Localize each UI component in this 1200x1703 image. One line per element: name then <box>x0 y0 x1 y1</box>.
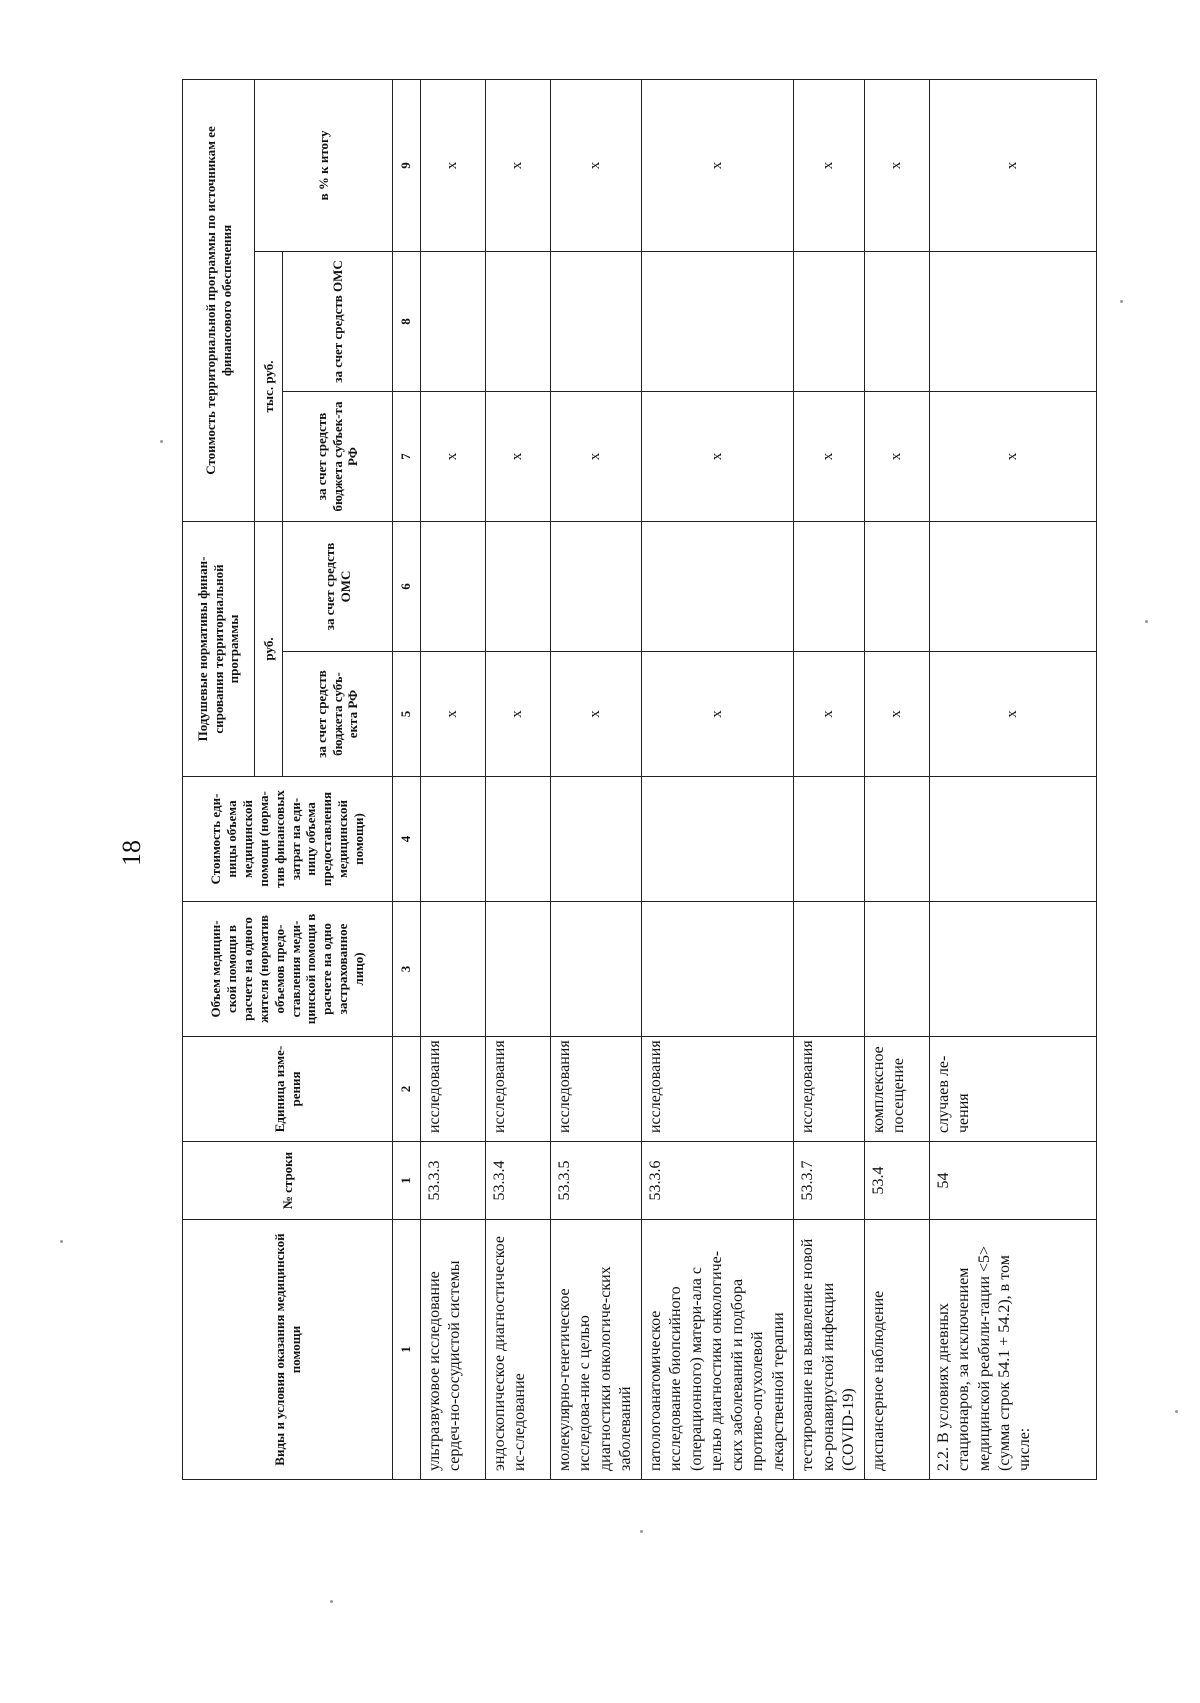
header-row-no: № строки <box>183 1142 393 1220</box>
row-c8 <box>641 251 793 391</box>
row-cost <box>794 777 864 902</box>
table-row <box>929 79 1096 1479</box>
row-c9: х <box>864 79 929 251</box>
header-cost-unit: тыс. руб. <box>255 251 283 521</box>
row-c9: х <box>551 79 642 251</box>
row-unit: исследования <box>641 1037 793 1142</box>
column-number: 4 <box>393 777 421 902</box>
header-budget-7: за счет средств бюджета субъек-та РФ <box>283 391 393 521</box>
row-c7: х <box>551 391 642 521</box>
row-number: 53.3.4 <box>486 1142 551 1220</box>
scan-speck <box>1120 300 1123 303</box>
table-row <box>486 79 551 1479</box>
row-cost <box>929 777 1096 902</box>
row-c9: х <box>486 79 551 251</box>
row-number: 53.4 <box>864 1142 929 1220</box>
row-c5: х <box>486 652 551 777</box>
header-percent: в % к итогу <box>255 79 393 251</box>
header-cost: Стоимость еди-ницы объема медицинской помощи (норма-тив финансовых затрат на еди-ницу объема предоставления медицинской помощи) <box>183 777 393 902</box>
row-c5: х <box>794 652 864 777</box>
column-number: 1 <box>393 1142 421 1220</box>
row-unit: исследования <box>794 1037 864 1142</box>
row-c8 <box>794 251 864 391</box>
row-c5: х <box>929 652 1096 777</box>
header-kind: Виды и условия оказания медицинской помощи <box>183 1220 393 1480</box>
row-unit: исследования <box>551 1037 642 1142</box>
column-number: 3 <box>393 902 421 1037</box>
row-c6 <box>551 521 642 651</box>
row-volume <box>794 902 864 1037</box>
column-number: 1 <box>393 1220 421 1480</box>
row-unit: исследования <box>486 1037 551 1142</box>
row-number: 54 <box>929 1142 1096 1220</box>
scan-speck <box>1175 1410 1178 1413</box>
table-row <box>794 79 864 1479</box>
row-c7: х <box>421 391 486 521</box>
row-volume <box>929 902 1096 1037</box>
row-kind: 2.2. В условиях дневных стационаров, за исключением медицинской реабили-тации <5> (сумма строк 54.1 + 54.2), в том числе: <box>929 1220 1096 1480</box>
column-number: 7 <box>393 391 421 521</box>
header-oms-6: за счет средств ОМС <box>283 521 393 651</box>
header-unit: Единица изме-рения <box>183 1037 393 1142</box>
header-norms-unit: руб. <box>255 521 283 776</box>
scan-speck <box>1145 620 1148 623</box>
row-number: 53.3.3 <box>421 1142 486 1220</box>
column-number: 5 <box>393 652 421 777</box>
row-unit: комплексное посещение <box>864 1037 929 1142</box>
row-c8 <box>486 251 551 391</box>
row-number: 53.3.7 <box>794 1142 864 1220</box>
row-c7: х <box>794 391 864 521</box>
page-number: 18 <box>117 840 146 866</box>
row-cost <box>486 777 551 902</box>
rotated-table-container <box>182 80 1097 1480</box>
row-volume <box>864 902 929 1037</box>
table-row <box>641 79 793 1479</box>
row-kind: диспансерное наблюдение <box>864 1220 929 1480</box>
row-c8 <box>551 251 642 391</box>
row-unit: исследования <box>421 1037 486 1142</box>
row-c8 <box>421 251 486 391</box>
row-c6 <box>641 521 793 651</box>
row-volume <box>641 902 793 1037</box>
row-volume <box>421 902 486 1037</box>
row-c8 <box>929 251 1096 391</box>
row-c9: х <box>421 79 486 251</box>
row-c7: х <box>929 391 1096 521</box>
row-c6 <box>421 521 486 651</box>
row-c6 <box>794 521 864 651</box>
row-cost <box>864 777 929 902</box>
column-number: 9 <box>393 79 421 251</box>
column-number: 6 <box>393 521 421 651</box>
row-c9: х <box>929 79 1096 251</box>
row-c6 <box>864 521 929 651</box>
row-kind: молекулярно-генетическое исследова-ние с целью диагностики онкологиче-ских заболеваний <box>551 1220 642 1480</box>
row-c9: х <box>641 79 793 251</box>
table-row <box>551 79 642 1479</box>
row-kind: ультразвуковое исследование сердеч-но-сосудистой системы <box>421 1220 486 1480</box>
row-kind: патологоанатомическое исследование биопсийного (операционного) матери-ала с целью диагностики онкологиче-ских заболеваний и подбора противо-опухолевой лекарственной терапии <box>641 1220 793 1480</box>
header-group-cost: Стоимость территориальной программы по источникам ее финансового обеспечения <box>183 79 255 521</box>
row-c7: х <box>486 391 551 521</box>
row-c7: х <box>641 391 793 521</box>
row-cost <box>551 777 642 902</box>
row-cost <box>641 777 793 902</box>
row-kind: эндоскопическое диагностическое ис-следование <box>486 1220 551 1480</box>
row-c7: х <box>864 391 929 521</box>
row-number: 53.3.5 <box>551 1142 642 1220</box>
row-c6 <box>929 521 1096 651</box>
scan-speck <box>640 1530 643 1533</box>
row-c5: х <box>421 652 486 777</box>
scan-speck <box>60 1240 63 1243</box>
column-number: 8 <box>393 251 421 391</box>
header-oms-8: за счет средств ОМС <box>283 251 393 391</box>
row-c5: х <box>641 652 793 777</box>
row-kind: тестирование на выявление новой ко-ронавирусной инфекции (COVID-19) <box>794 1220 864 1480</box>
row-c8 <box>864 251 929 391</box>
column-number: 2 <box>393 1037 421 1142</box>
scan-speck <box>330 1600 333 1603</box>
scan-speck <box>160 440 163 443</box>
row-number: 53.3.6 <box>641 1142 793 1220</box>
row-volume <box>551 902 642 1037</box>
table-row <box>421 79 486 1479</box>
row-volume <box>486 902 551 1037</box>
column-numbers-row <box>393 79 421 1479</box>
row-c6 <box>486 521 551 651</box>
funding-table <box>182 79 1097 1480</box>
header-volume: Объем медицин-ской помощи в расчете на одного жителя (норматив объемов предо-ставления меди-цинской помощи в расчете на одно застрахованное лицо) <box>183 902 393 1037</box>
table-row <box>864 79 929 1479</box>
row-cost <box>421 777 486 902</box>
row-c5: х <box>864 652 929 777</box>
row-c9: х <box>794 79 864 251</box>
row-unit: случаев ле-чения <box>929 1037 1096 1142</box>
row-c5: х <box>551 652 642 777</box>
header-group-norms: Подушевые нормативы финан-сирования территориальной программы <box>183 521 255 776</box>
header-budget-5: за счет средств бюджета субъ-екта РФ <box>283 652 393 777</box>
